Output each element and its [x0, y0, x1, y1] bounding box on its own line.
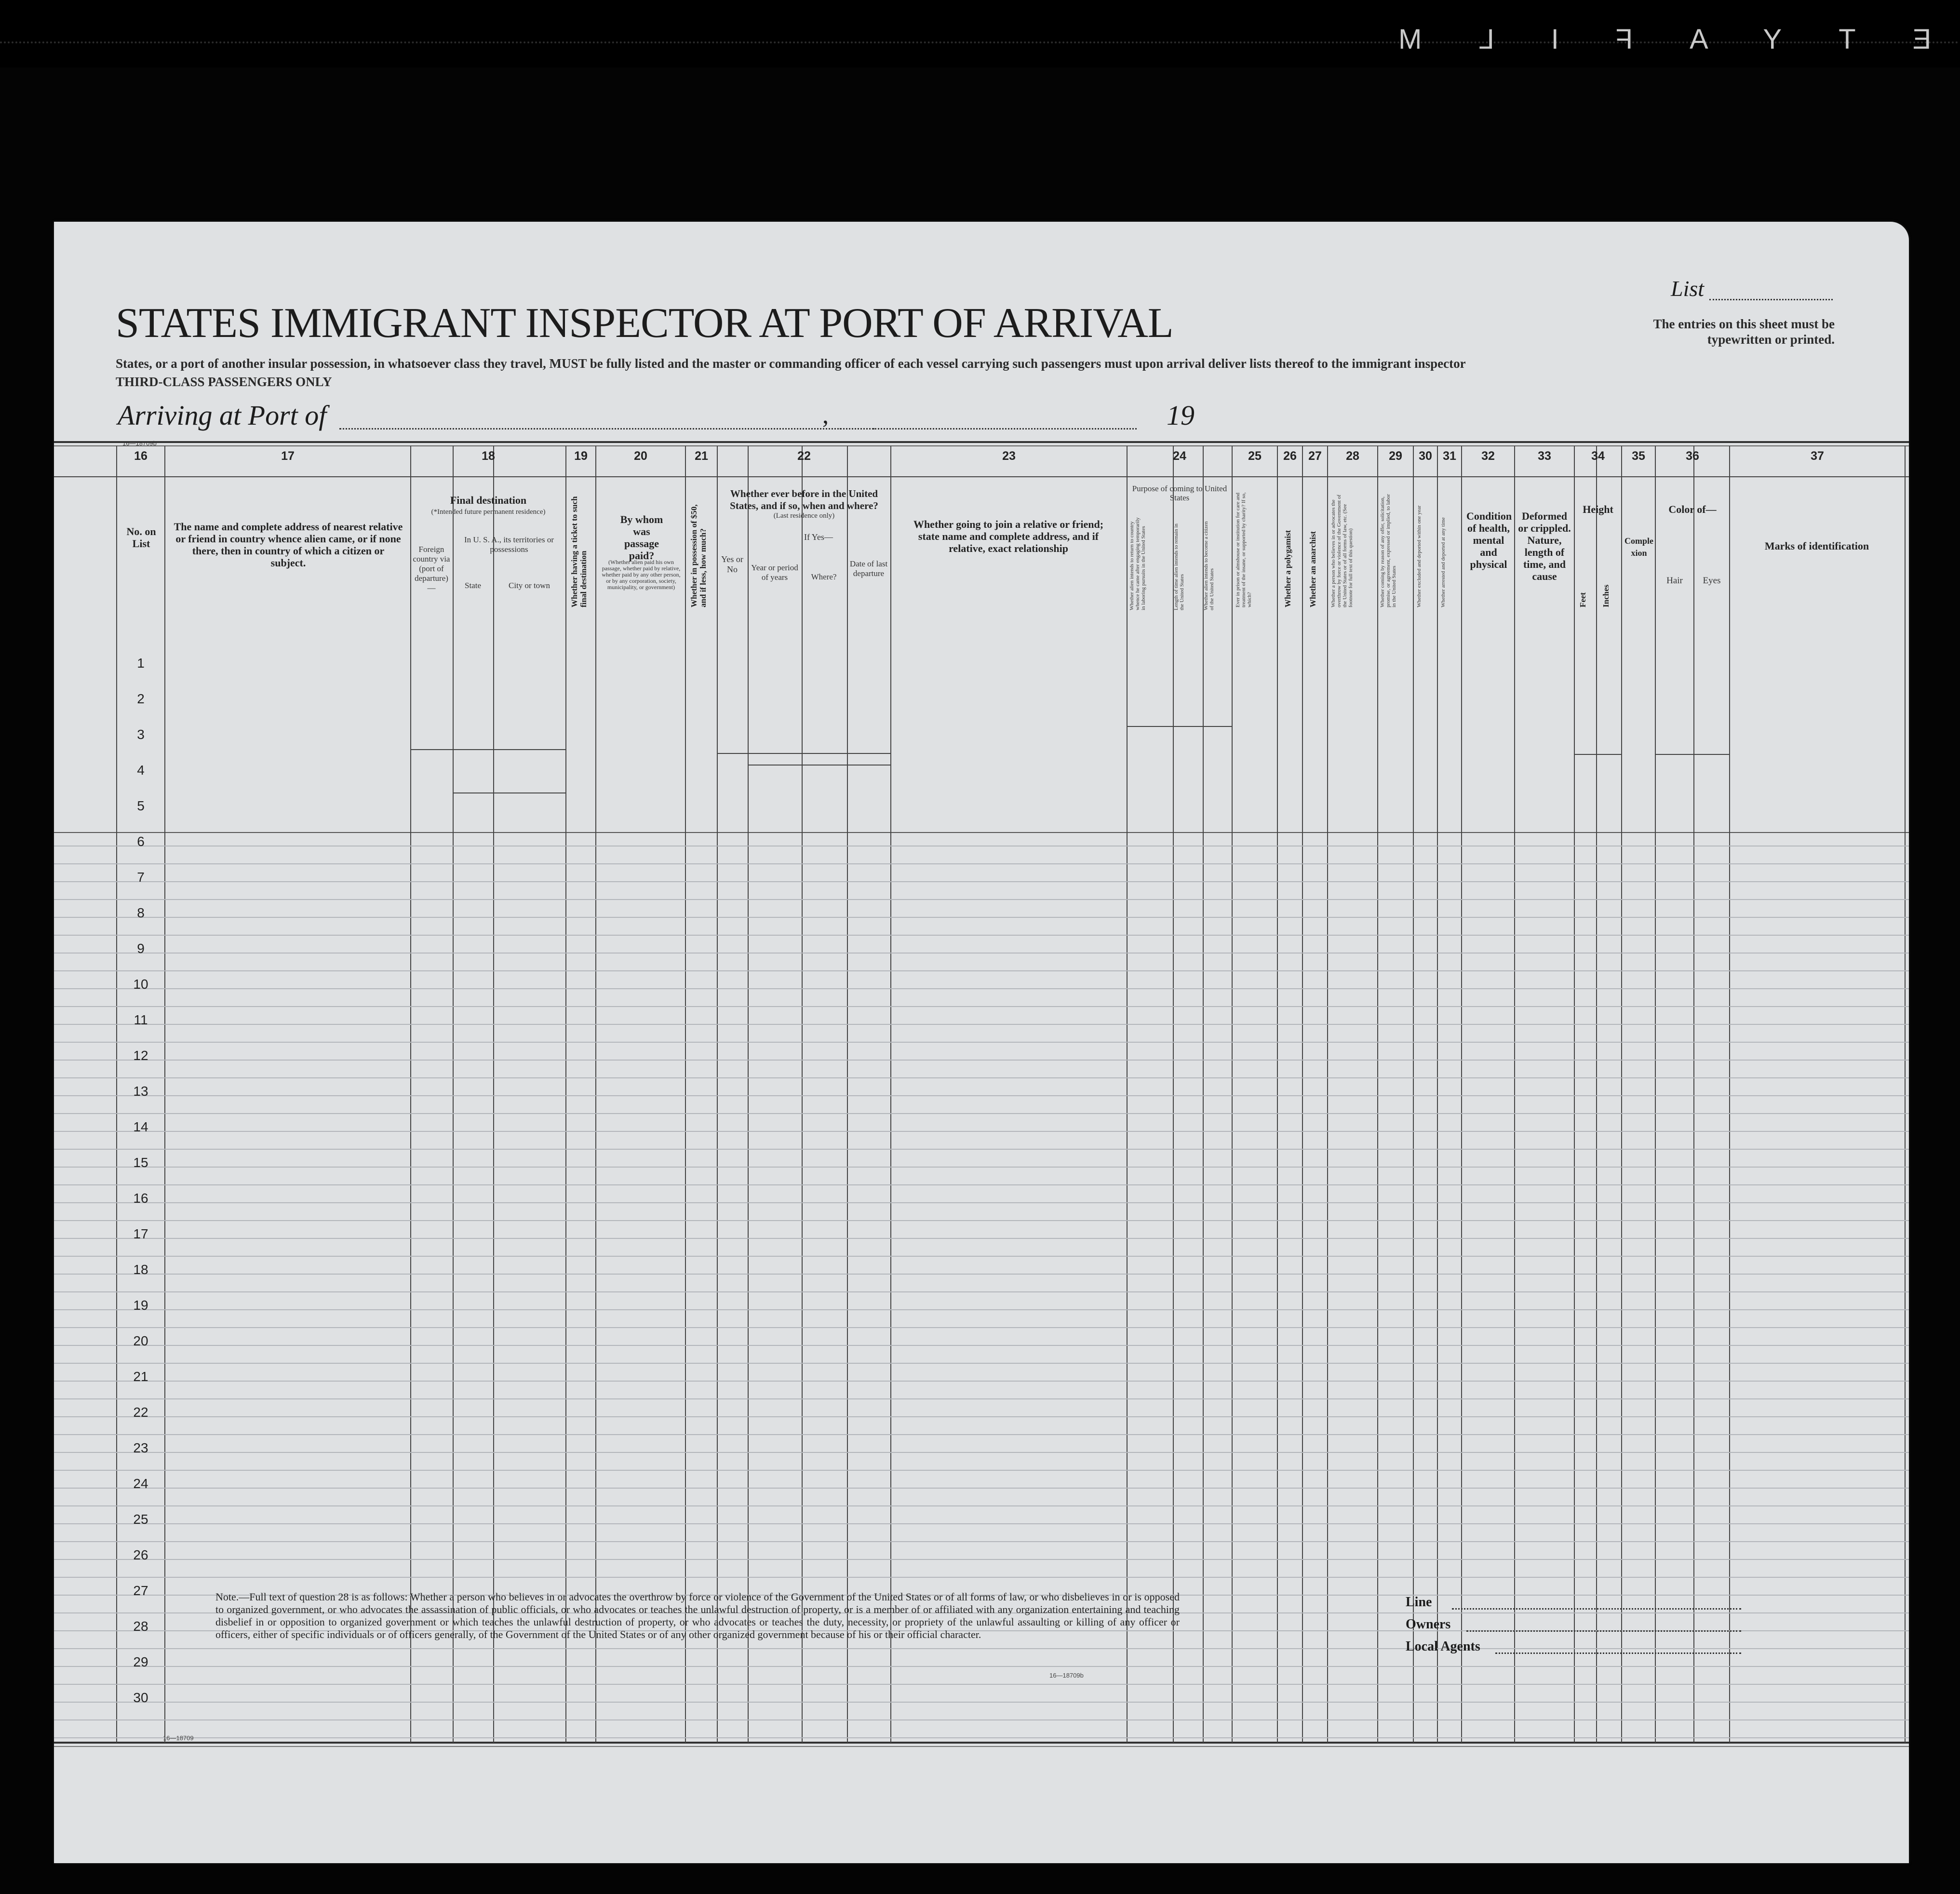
header-overthrow: Whether a person who believes in or advocates the overthrow by force or violence of the Government of the United States or of all forms of law, etc. (See footnote for full text of this question)	[1330, 495, 1354, 607]
local-agents-label: Local Agents	[1406, 1639, 1480, 1654]
row-number: 16	[133, 1191, 148, 1206]
row-number: 28	[133, 1619, 148, 1634]
header-height: Height	[1583, 503, 1613, 515]
row-number: 9	[137, 941, 145, 956]
row-number: 18	[133, 1262, 148, 1277]
row-number: 6	[137, 834, 145, 849]
col-number-16: 16	[134, 449, 148, 463]
row-number: 23	[133, 1440, 148, 1455]
col-number-23: 23	[1002, 449, 1016, 463]
line-label: Line	[1406, 1595, 1432, 1610]
header-final-destination: Final destination	[450, 494, 527, 506]
header-possession-50: Whether in possession of $50, and if less, how much?	[689, 504, 708, 607]
header-purpose-return: Whether alien intends to return to country whence he came after engaging temporarily in laboring pursuits in the United States	[1129, 517, 1146, 610]
instructions-line: States, or a port of another insular possession, in whatsoever class they travel, MUST be fully listed and the master or commanding officer of each vessel carrying such passengers must upon arrival deliver lists thereof to the immigrant inspector	[116, 356, 1466, 371]
col-number-30: 30	[1419, 449, 1432, 463]
col-number-37: 37	[1811, 449, 1824, 463]
form-code-note: 16—18709b	[1049, 1672, 1084, 1679]
row-number: 14	[133, 1119, 148, 1134]
col-number-17: 17	[281, 449, 295, 463]
header-passage-paid: By whom was passage paid?	[620, 513, 663, 562]
col-number-19: 19	[574, 449, 588, 463]
row-number: 8	[137, 905, 145, 920]
col-number-25: 25	[1248, 449, 1262, 463]
row-number: 26	[133, 1547, 148, 1562]
header-ticket: Whether having a ticket to such final destination	[570, 496, 588, 607]
col-number-32: 32	[1481, 449, 1495, 463]
row-number: 24	[133, 1476, 148, 1491]
header-offer-labor: Whether coming by reason of any offer, solicitation, promise, or agreement, expressed or implied, to labor in the United States	[1380, 494, 1397, 607]
header-polygamist: Whether a polygamist	[1283, 530, 1292, 607]
header-final-destination-sub: (*Intended future permanent residence)	[431, 508, 546, 516]
col-number-21: 21	[695, 449, 708, 463]
col-number-28: 28	[1346, 449, 1359, 463]
row-number: 20	[133, 1333, 148, 1348]
col-number-31: 31	[1443, 449, 1456, 463]
owners-label: Owners	[1406, 1617, 1451, 1632]
col-number-34: 34	[1591, 449, 1605, 463]
form-code: 16—18709b	[122, 440, 157, 447]
header-excluded: Whether excluded and deported within one year	[1416, 505, 1422, 607]
date-field[interactable]	[840, 428, 1137, 430]
manifest-sheet	[54, 222, 1909, 1863]
local-agents-field[interactable]	[1495, 1652, 1741, 1654]
class-label: THIRD-CLASS PASSENGERS ONLY	[116, 375, 332, 389]
header-arrested: Whether arrested and deported at any time	[1440, 517, 1446, 607]
header-hair: Hair	[1666, 576, 1683, 586]
header-ever-before-sub: (Last residence only)	[773, 512, 835, 520]
row-number: 19	[133, 1298, 148, 1313]
port-field[interactable]	[339, 428, 874, 430]
row-number: 25	[133, 1512, 148, 1527]
col-number-27: 27	[1308, 449, 1322, 463]
header-date-departure: Date of last departure	[849, 559, 888, 578]
header-where: Where?	[811, 572, 837, 581]
header-nearest-relative: The name and complete address of nearest relative or friend in country whence alien came, or if none there, then in country of which a citizen or subject.	[174, 521, 403, 569]
page-title: STATES IMMIGRANT INSPECTOR AT PORT OF ARRIVAL	[116, 300, 1173, 347]
header-feet: Feet	[1578, 592, 1587, 607]
row-number: 7	[137, 870, 145, 885]
row-number: 3	[137, 727, 145, 742]
list-label: List	[1671, 276, 1705, 301]
form-code-bottom: 16—18709	[163, 1734, 194, 1742]
col-number-36: 36	[1686, 449, 1699, 463]
line-field[interactable]	[1452, 1608, 1741, 1610]
col-number-29: 29	[1389, 449, 1402, 463]
col-number-26: 26	[1283, 449, 1297, 463]
header-complexion: Complexion	[1624, 536, 1653, 558]
header-purpose-length: Length of time alien intends to remain in the United States	[1173, 524, 1185, 610]
col-number-33: 33	[1538, 449, 1551, 463]
microfilm-strip	[0, 0, 1960, 67]
row-number: 21	[133, 1369, 148, 1384]
row-number: 2	[137, 691, 145, 706]
row-number: 13	[133, 1084, 148, 1099]
row-number: 22	[133, 1405, 148, 1420]
header-in-usa: In U. S. A., its territories or possessions	[464, 535, 554, 554]
year-prefix: 19	[1167, 400, 1195, 431]
row-number: 30	[133, 1690, 148, 1705]
row-number: 27	[133, 1583, 148, 1598]
header-purpose-citizen: Whether alien intends to become a citizen of the United States	[1203, 521, 1215, 610]
col-number-35: 35	[1632, 449, 1645, 463]
header-join-relative: Whether going to join a relative or friend; state name and complete address, and if relative, exact relationship	[913, 518, 1104, 554]
list-number-field[interactable]	[1709, 299, 1833, 300]
row-number: 17	[133, 1226, 148, 1241]
header-state: State	[465, 581, 481, 590]
header-yes-no: Yes or No	[721, 554, 743, 574]
header-ever-before: Whether ever before in the United States, and if so, when and where?	[730, 488, 878, 511]
row-number: 15	[133, 1155, 148, 1170]
row-number: 5	[137, 798, 145, 813]
row-number: 12	[133, 1048, 148, 1063]
header-eyes: Eyes	[1703, 576, 1721, 586]
footnote-question-28: Note.—Full text of question 28 is as follows: Whether a person who believes in or advocates the overthrow by force or violence of the Government of the United States or of all forms of law, or who disbelieves in or is opposed to organized government, or who advocates the assassination of public officials, or who advocates or teaches the unlawful destruction of property, or is a member of or affiliated with any organization entertaining and teaching disbelief in or opposition to organized government or which teaches the unlawful destruction of property, or who advocates or teaches the duty, necessity, or propriety of the unlawful assaulting or killing of any officer or officers, either of specific individuals or of officers generally, of the Government of the United States or of any other organized government because of his or their official character.	[215, 1591, 1180, 1640]
header-purpose: Purpose of coming to United States	[1132, 484, 1227, 502]
film-strip-marks: ETYAFILM	[1341, 24, 1931, 55]
row-number: 11	[134, 1012, 148, 1027]
header-health: Condition of health, mental and physical	[1466, 510, 1512, 570]
row-number: 1	[137, 656, 145, 671]
comma: ,	[822, 402, 829, 429]
row-number: 10	[133, 977, 148, 992]
instructions-text	[116, 354, 1562, 391]
owners-field[interactable]	[1466, 1630, 1741, 1632]
arriving-port-label: Arriving at Port of	[118, 400, 327, 431]
header-deformed: Deformed or crippled. Nature, length of time, and cause	[1518, 510, 1571, 582]
entries-note: The entries on this sheet must be typewritten or printed.	[1653, 317, 1835, 347]
header-city-town: City or town	[509, 581, 550, 590]
row-number: 4	[137, 763, 145, 778]
header-anarchist: Whether an anarchist	[1308, 531, 1317, 607]
col-number-20: 20	[634, 449, 647, 463]
header-foreign-country: Foreign country via (port of departure)—	[413, 545, 450, 592]
header-passage-paid-sub: (Whether alien paid his own passage, whether paid by relative, whether paid by any other person, or by any corporation, society, municipality, or government)	[602, 559, 681, 591]
header-marks-identification: Marks of identification	[1764, 540, 1869, 552]
header-prison: Ever in prison or almshouse or institution for care and treatment of the insane, or supported by charity? If so, which?	[1235, 492, 1252, 607]
col-number-22: 22	[797, 449, 811, 463]
col-number-24: 24	[1173, 449, 1186, 463]
header-year-period: Year or period of years	[751, 563, 798, 582]
table-grid	[54, 441, 1909, 1750]
header-inches: Inches	[1601, 584, 1611, 607]
header-if-yes: If Yes—	[804, 532, 833, 542]
col-number-18: 18	[482, 449, 495, 463]
row-number: 29	[133, 1654, 148, 1669]
header-no-on-list: No. on List	[126, 525, 156, 550]
header-color-of: Color of—	[1668, 503, 1717, 515]
